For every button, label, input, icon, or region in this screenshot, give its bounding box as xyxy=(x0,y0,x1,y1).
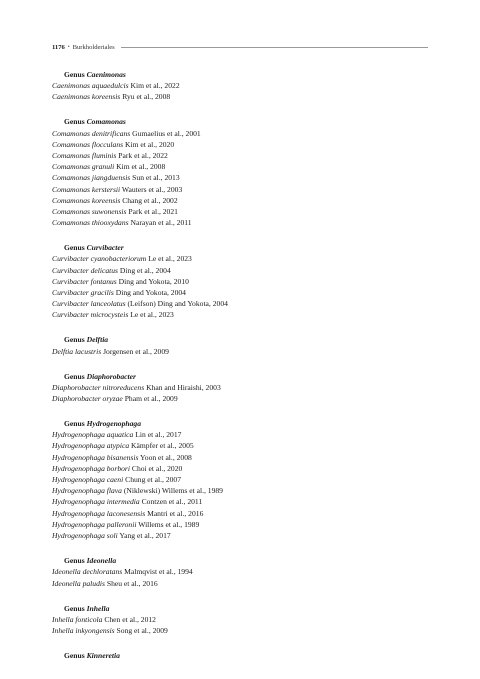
species-authority: (Niklewski) Willems et al., 1989 xyxy=(123,486,223,496)
species-entry xyxy=(52,184,428,195)
species-authority: Ding et al., 2004 xyxy=(119,265,171,275)
species-authority: Sun et al., 2013 xyxy=(132,173,180,183)
species-authority: Malmqvist et al., 1994 xyxy=(124,567,193,577)
genus-name: Inhella xyxy=(86,603,110,613)
species-entry xyxy=(52,161,428,172)
species-name: Inhella fonticola xyxy=(52,614,103,624)
genus-name: Caenimonas xyxy=(86,70,126,79)
species-name: Hydrogenophaga caeni xyxy=(52,475,124,485)
species-entry xyxy=(52,393,428,404)
species-entry xyxy=(52,139,428,150)
genus-section xyxy=(52,242,428,320)
genus-heading xyxy=(52,371,428,382)
species-authority: Le et al., 2023 xyxy=(130,310,174,320)
genus-section xyxy=(52,555,428,589)
species-authority: Kim et al., 2022 xyxy=(130,81,180,91)
genus-label: Genus xyxy=(64,243,85,253)
species-entry xyxy=(52,382,428,393)
genus-name: Curvibacter xyxy=(86,243,124,253)
genus-heading xyxy=(52,334,428,345)
species-entry xyxy=(52,625,428,636)
genus-label: Genus xyxy=(64,117,85,127)
genus-label: Genus xyxy=(64,556,85,566)
genus-section xyxy=(52,418,428,541)
taxonomy-list xyxy=(52,69,428,675)
genus-label: Genus xyxy=(64,70,85,79)
species-name: Hydrogenophaga intermedia xyxy=(52,497,140,507)
species-entry xyxy=(52,217,428,228)
species-authority: Contzen et al., 2011 xyxy=(141,497,203,507)
species-authority: Gumaelius et al., 2001 xyxy=(132,128,201,138)
species-name: Curvibacter fontanus xyxy=(52,276,117,286)
species-name: Curvibacter delicatus xyxy=(52,265,119,275)
species-entry xyxy=(52,496,428,507)
species-entry xyxy=(52,287,428,298)
species-name: Delftia lacustris xyxy=(52,346,102,356)
species-name: Hydrogenophaga palleronii xyxy=(52,519,137,529)
species-entry xyxy=(52,429,428,440)
species-entry xyxy=(52,91,428,102)
genus-name: Kinneretia xyxy=(86,650,120,660)
species-entry xyxy=(52,530,428,541)
species-entry xyxy=(52,614,428,625)
genus-name: Diaphorobacter xyxy=(86,371,136,381)
genus-section xyxy=(52,650,428,661)
genus-name: Ideonella xyxy=(86,556,117,566)
genus-heading xyxy=(52,555,428,566)
species-name: Comamonas flocculans xyxy=(52,139,124,149)
species-name: Comamonas jiangduensis xyxy=(52,173,131,183)
species-name: Comamonas granuli xyxy=(52,162,115,172)
species-authority: Yang et al., 2017 xyxy=(119,531,171,541)
species-entry xyxy=(52,508,428,519)
header-bullet: • xyxy=(67,44,70,50)
species-entry xyxy=(52,128,428,139)
species-authority: Yoon et al., 2008 xyxy=(140,452,192,462)
species-name: Hydrogenophaga soli xyxy=(52,531,118,541)
species-entry xyxy=(52,206,428,217)
species-authority: Ding and Yokota, 2010 xyxy=(118,276,189,286)
genus-heading xyxy=(52,650,428,661)
species-authority: Song et al., 2009 xyxy=(116,625,168,635)
genus-name: Hydrogenophaga xyxy=(86,419,142,429)
genus-heading xyxy=(52,418,428,429)
species-name: Hydrogenophaga borbori xyxy=(52,463,130,473)
genus-label: Genus xyxy=(64,603,85,613)
species-entry xyxy=(52,195,428,206)
species-entry xyxy=(52,253,428,264)
genus-name: Comamonas xyxy=(86,117,126,127)
species-authority: (Leifson) Ding and Yokota, 2004 xyxy=(127,299,228,309)
species-entry xyxy=(52,519,428,530)
genus-section xyxy=(52,69,428,103)
species-name: Curvibacter microcysteis xyxy=(52,310,129,320)
species-entry xyxy=(52,463,428,474)
species-name: Curvibacter cyanobacteriorum xyxy=(52,254,147,264)
species-authority: Khan and Hiraishi, 2003 xyxy=(146,382,221,392)
species-entry xyxy=(52,566,428,577)
genus-section xyxy=(52,371,428,405)
species-authority: Chen et al., 2012 xyxy=(104,614,156,624)
species-entry xyxy=(52,578,428,589)
species-authority: Willems et al., 1989 xyxy=(138,519,200,529)
species-name: Curvibacter lanceolatus xyxy=(52,299,126,309)
species-authority: Park et al., 2022 xyxy=(118,151,168,161)
species-entry xyxy=(52,265,428,276)
species-entry xyxy=(52,474,428,485)
genus-label: Genus xyxy=(64,419,85,429)
species-authority: Le et al., 2023 xyxy=(148,254,192,264)
species-name: Hydrogenophaga atypica xyxy=(52,441,130,451)
species-entry xyxy=(52,485,428,496)
species-name: Caenimonas koreensis xyxy=(52,92,121,102)
species-authority: Jorgensen et al., 2009 xyxy=(103,346,169,356)
species-name: Comamonas fluminis xyxy=(52,151,117,161)
species-name: Inhella inkyongensis xyxy=(52,625,115,635)
species-entry xyxy=(52,298,428,309)
genus-heading xyxy=(52,116,428,127)
species-name: Hydrogenophaga bisanensis xyxy=(52,452,139,462)
species-entry xyxy=(52,172,428,183)
species-name: Comamonas kerstersii xyxy=(52,184,121,194)
running-head-title: Burkholderiales xyxy=(72,43,115,51)
species-entry xyxy=(52,150,428,161)
genus-label: Genus xyxy=(64,650,85,660)
species-name: Hydrogenophaga flava xyxy=(52,486,122,496)
species-name: Comamonas koreensis xyxy=(52,195,121,205)
genus-heading xyxy=(52,69,428,80)
genus-heading xyxy=(52,242,428,253)
species-authority: Pham et al., 2009 xyxy=(124,394,178,404)
species-authority: Ryu et al., 2008 xyxy=(122,92,171,102)
genus-section xyxy=(52,334,428,356)
species-authority: Kim et al., 2008 xyxy=(116,162,166,172)
header-rule xyxy=(121,47,428,48)
species-name: Ideonella paludis xyxy=(52,578,105,588)
page-number: 1176 xyxy=(52,43,65,51)
species-authority: Lin et al., 2017 xyxy=(135,430,182,440)
genus-heading xyxy=(52,603,428,614)
species-authority: Chang et al., 2002 xyxy=(122,195,178,205)
species-name: Caenimonas aquaedulcis xyxy=(52,81,129,91)
species-entry xyxy=(52,276,428,287)
species-name: Diaphorobacter nitroreducens xyxy=(52,382,145,392)
species-authority: Narayan et al., 2011 xyxy=(130,218,192,228)
species-authority: Chung et al., 2007 xyxy=(125,475,182,485)
genus-name: Delftia xyxy=(86,335,109,345)
species-entry xyxy=(52,80,428,91)
species-entry xyxy=(52,452,428,463)
running-head xyxy=(52,40,428,54)
species-name: Hydrogenophaga aquatica xyxy=(52,430,134,440)
species-authority: Kim et al., 2020 xyxy=(125,139,175,149)
genus-label: Genus xyxy=(64,335,85,345)
species-name: Curvibacter gracilis xyxy=(52,288,114,298)
species-authority: Park et al., 2021 xyxy=(128,207,178,217)
species-authority: Mantri et al., 2016 xyxy=(147,508,204,518)
species-name: Hydrogenophaga laconesensis xyxy=(52,508,146,518)
species-entry xyxy=(52,440,428,451)
genus-section xyxy=(52,603,428,637)
species-authority: Wauters et al., 2003 xyxy=(121,184,183,194)
species-authority: Sheu et al., 2016 xyxy=(106,578,158,588)
genus-label: Genus xyxy=(64,371,85,381)
species-name: Comamonas suwonensis xyxy=(52,207,127,217)
species-authority: Kämpfer et al., 2005 xyxy=(131,441,194,451)
species-name: Ideonella dechloratans xyxy=(52,567,123,577)
species-name: Comamonas denitrificans xyxy=(52,128,131,138)
species-authority: Ding and Yokota, 2004 xyxy=(115,288,186,298)
species-authority: Choi et al., 2020 xyxy=(131,463,183,473)
genus-section xyxy=(52,116,428,228)
species-name: Diaphorobacter oryzae xyxy=(52,394,123,404)
species-entry xyxy=(52,309,428,320)
species-name: Comamonas thiooxydans xyxy=(52,218,129,228)
species-entry xyxy=(52,346,428,357)
